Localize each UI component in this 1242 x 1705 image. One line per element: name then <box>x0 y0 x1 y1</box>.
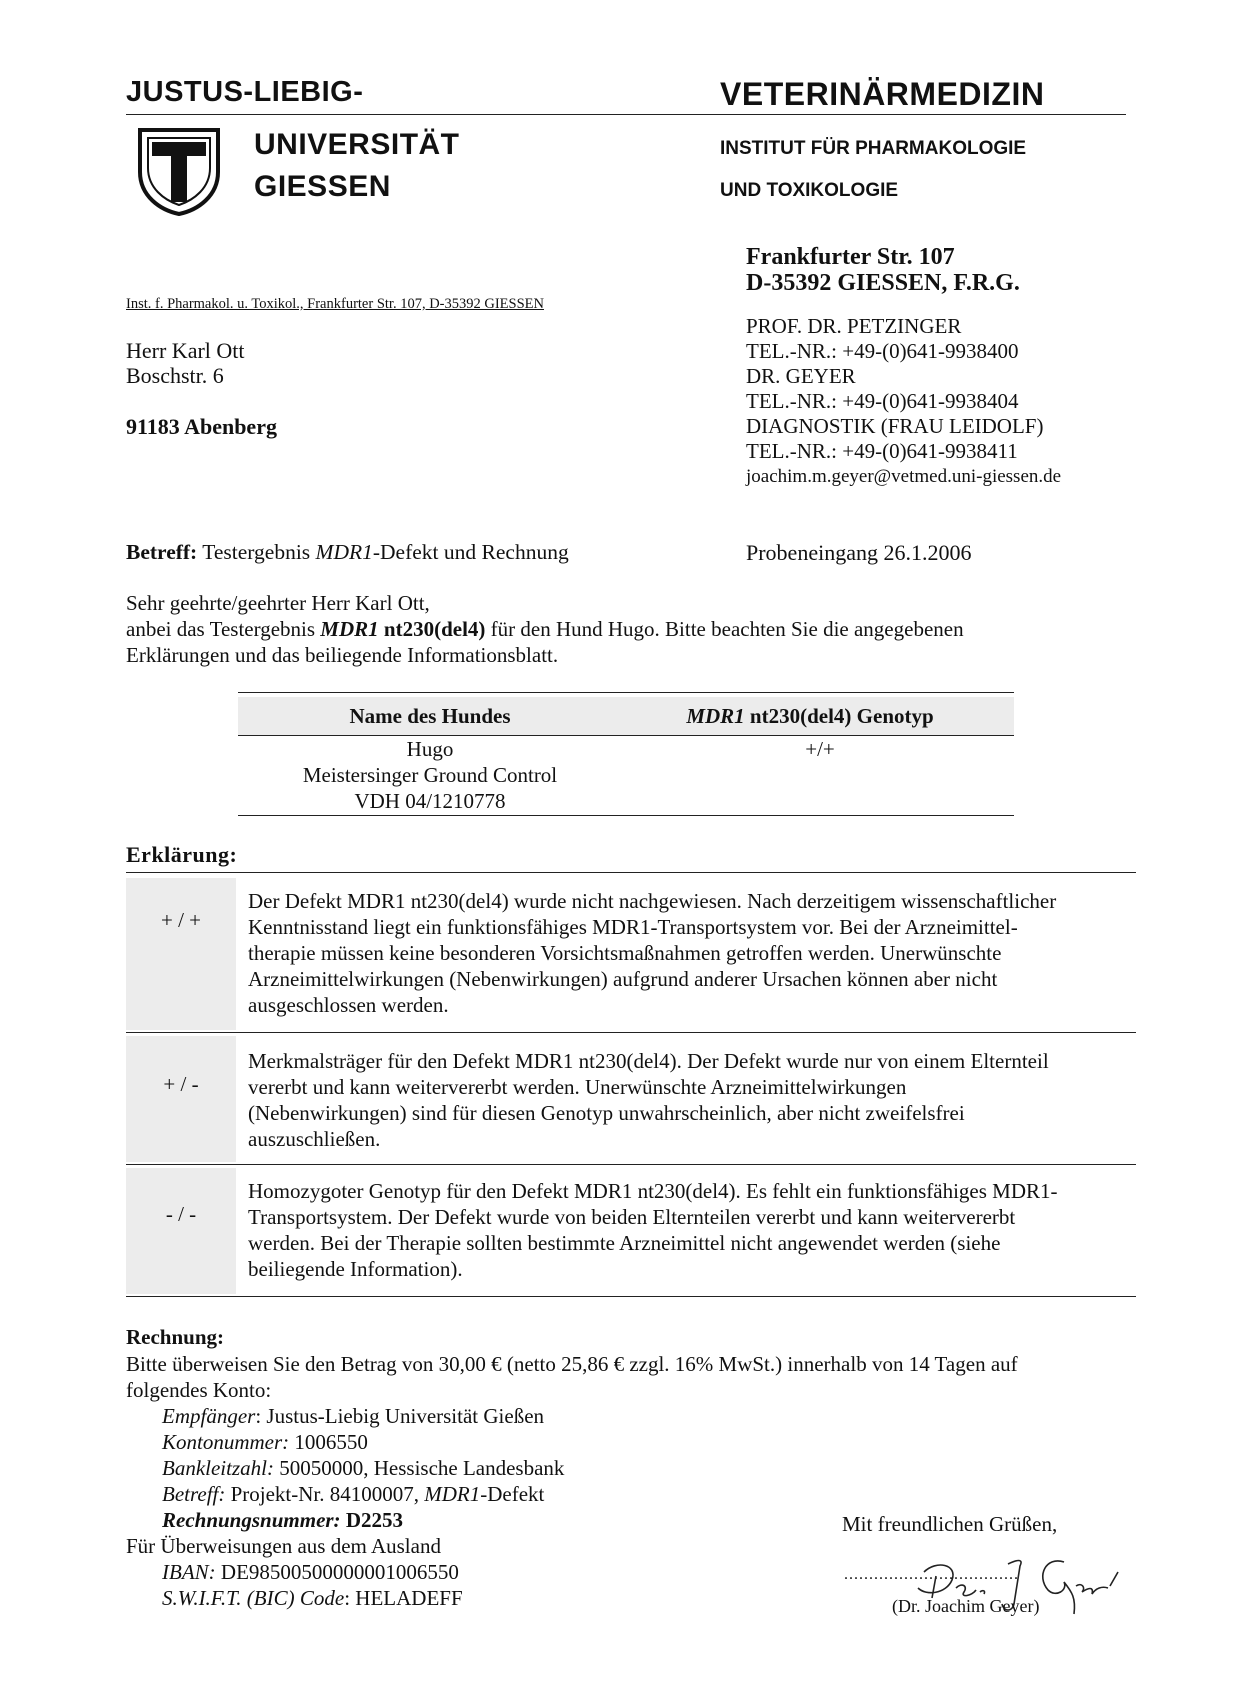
contact-line: TEL.-NR.: +49-(0)641-9938404 <box>746 389 1019 413</box>
subject-gene: MDR1 <box>315 540 373 564</box>
table-header-genotype <box>640 704 980 729</box>
genotype-label: + / - <box>163 1072 199 1096</box>
invoice-number <box>162 1507 403 1533</box>
genotype-cell-background <box>126 1168 236 1294</box>
university-name-line2: UNIVERSITÄT <box>254 128 460 161</box>
invoice-bic-value: : HELADEFF <box>344 1586 463 1610</box>
recipient-city: 91183 Abenberg <box>126 414 277 439</box>
genotype-label: + / + <box>160 908 202 932</box>
salutation: Sehr geehrte/geehrter Herr Karl Ott, <box>126 591 430 615</box>
explanation-line: therapie müssen keine besonderen Vorsichtsmaßnahmen getroffen werden. Unerwünschte <box>248 941 1002 965</box>
genotype-cell-background <box>126 878 236 1030</box>
sample-receipt-date: Probeneingang 26.1.2006 <box>746 540 972 565</box>
university-name-line1: JUSTUS-LIEBIG- <box>126 76 364 108</box>
invoice-reference-suffix: -Defekt <box>480 1482 545 1506</box>
invoice-reference-label: Betreff: <box>162 1482 226 1506</box>
explanation-line: vererbt und kann weitervererbt werden. Unerwünschte Arzneimittelwirkungen <box>248 1075 907 1099</box>
invoice-bic <box>162 1585 463 1611</box>
table-rule-bottom <box>238 815 1014 816</box>
table-rule-mid <box>238 735 1014 736</box>
table-header-dog-name: Name des Hundes <box>349 704 511 728</box>
intro-mutation: nt230(del4) <box>378 617 486 641</box>
invoice-text: folgendes Konto: <box>126 1378 272 1402</box>
genotype-cell-background <box>126 1036 236 1162</box>
invoice-text: Bitte überweisen Sie den Betrag von 30,00 € (netto 25,86 € zzgl. 16% MwSt.) innerhalb von 14 Tagen auf <box>126 1352 1018 1376</box>
contact-line: TEL.-NR.: +49-(0)641-9938400 <box>746 339 1019 363</box>
explanation-rule <box>126 1296 1136 1297</box>
invoice-reference-value: Projekt-Nr. 84100007, <box>225 1482 425 1506</box>
contact-email: joachim.m.geyer@vetmed.uni-giessen.de <box>746 466 1062 487</box>
intro-line <box>126 616 1136 642</box>
intro-text: anbei das Testergebnis <box>126 617 321 641</box>
explanation-line: Der Defekt MDR1 nt230(del4) wurde nicht nachgewiesen. Nach derzeitigem wissenschaftlicher <box>248 889 1057 913</box>
table-cell-dog-full-name: Meistersinger Ground Control <box>302 763 558 787</box>
explanation-line: Transportsystem. Der Defekt wurde von beiden Elternteilen vererbt und kann weitervererbt <box>248 1205 1016 1229</box>
recipient-street: Boschstr. 6 <box>126 363 224 388</box>
table-cell-dog-name: Hugo <box>406 737 454 761</box>
table-header-gene: MDR1 <box>686 704 745 728</box>
invoice-title: Rechnung: <box>126 1325 225 1349</box>
explanation-title: Erklärung: <box>126 842 238 867</box>
table-cell-dog-registration: VDH 04/1210778 <box>354 789 506 813</box>
signature-line: ................................... <box>844 1566 1019 1583</box>
institute-street: Frankfurter Str. 107 <box>746 244 955 270</box>
return-address-line: Inst. f. Pharmakol. u. Toxikol., Frankfurter Str. 107, D-35392 GIESSEN <box>126 296 544 312</box>
closing-greeting: Mit freundlichen Grüßen, <box>842 1512 1058 1536</box>
university-shield-logo-icon <box>134 126 224 216</box>
invoice-reference <box>162 1481 544 1507</box>
explanation-rule <box>126 872 1136 873</box>
genotype-label: - / - <box>165 1202 197 1226</box>
subject-label: Betreff: <box>126 540 198 564</box>
recipient-name: Herr Karl Ott <box>126 338 245 363</box>
explanation-line: Arzneimittelwirkungen (Nebenwirkungen) aufgrund anderer Ursachen können aber nicht <box>248 967 998 991</box>
invoice-bic-label: S.W.I.F.T. (BIC) Code <box>162 1586 345 1610</box>
table-header-rest: nt230(del4) Genotyp <box>744 704 934 728</box>
table-rule-top <box>238 692 1014 693</box>
explanation-line: (Nebenwirkungen) sind für diesen Genotyp unwahrscheinlich, aber nicht zweifelsfrei <box>248 1101 965 1125</box>
university-name-line3: GIESSEN <box>254 170 391 203</box>
invoice-reference-gene: MDR1 <box>424 1482 481 1506</box>
explanation-line: ausgeschlossen werden. <box>248 993 449 1017</box>
table-cell-genotype: +/+ <box>805 737 835 761</box>
explanation-line: werden. Bei der Therapie sollten bestimmte Arzneimittel nicht angewendet werden (siehe <box>248 1231 1001 1255</box>
invoice-bank-code-value: 50050000, Hessische Landesbank <box>273 1456 565 1480</box>
invoice-bank-code-label: Bankleitzahl: <box>162 1456 274 1480</box>
subject-text-suffix: -Defekt und Rechnung <box>372 540 569 564</box>
invoice-number-label: Rechnungsnummer: <box>162 1508 341 1532</box>
institute-name-line2: UND TOXIKOLOGIE <box>720 180 899 201</box>
invoice-recipient-label: Empfänger <box>162 1404 256 1428</box>
intro-gene: MDR1 <box>320 617 379 641</box>
explanation-line: Homozygoter Genotyp für den Defekt MDR1 nt230(del4). Es fehlt ein funktionsfähiges MDR1- <box>248 1179 1058 1203</box>
explanation-line: beiliegende Information). <box>248 1257 463 1281</box>
invoice-number-value: D2253 <box>340 1508 403 1532</box>
contact-line: PROF. DR. PETZINGER <box>746 314 962 338</box>
invoice-recipient <box>162 1403 544 1429</box>
invoice-recipient-value: : Justus-Liebig Universität Gießen <box>255 1404 545 1428</box>
invoice-iban <box>162 1559 459 1585</box>
invoice-account-value: 1006550 <box>289 1430 368 1454</box>
explanation-line: Kenntnisstand liegt ein funktionsfähiges MDR1-Transportsystem vor. Bei der Arzneimittel- <box>248 915 1018 939</box>
subject-text: Testergebnis <box>197 540 316 564</box>
institute-city: D-35392 GIESSEN, F.R.G. <box>746 270 1020 296</box>
header-rule <box>126 114 1126 115</box>
signer-name: (Dr. Joachim Geyer) <box>892 1596 1040 1616</box>
subject-line <box>126 540 569 565</box>
invoice-account <box>162 1429 368 1455</box>
contact-line: DIAGNOSTIK (FRAU LEIDOLF) <box>746 414 1044 438</box>
explanation-rule <box>126 1032 1136 1033</box>
intro-text-suffix: für den Hund Hugo. Bitte beachten Sie die angegebenen <box>485 617 964 641</box>
institute-name-line1: INSTITUT FÜR PHARMAKOLOGIE <box>720 138 1027 159</box>
invoice-iban-value: DE98500500000001006550 <box>215 1560 459 1584</box>
explanation-line: Merkmalsträger für den Defekt MDR1 nt230(del4). Der Defekt wurde nur von einem Elternteil <box>248 1049 1049 1073</box>
invoice-iban-label: IBAN: <box>162 1560 216 1584</box>
faculty-name: VETERINÄRMEDIZIN <box>720 76 1045 112</box>
explanation-rule <box>126 1164 1136 1165</box>
contact-line: TEL.-NR.: +49-(0)641-9938411 <box>746 439 1018 463</box>
invoice-abroad-note: Für Überweisungen aus dem Ausland <box>126 1534 441 1558</box>
invoice-bank-code <box>162 1455 564 1481</box>
intro-line: Erklärungen und das beiliegende Informationsblatt. <box>126 643 559 667</box>
explanation-line: auszuschließen. <box>248 1127 381 1151</box>
contact-line: DR. GEYER <box>746 364 856 388</box>
invoice-account-label: Kontonummer: <box>162 1430 290 1454</box>
